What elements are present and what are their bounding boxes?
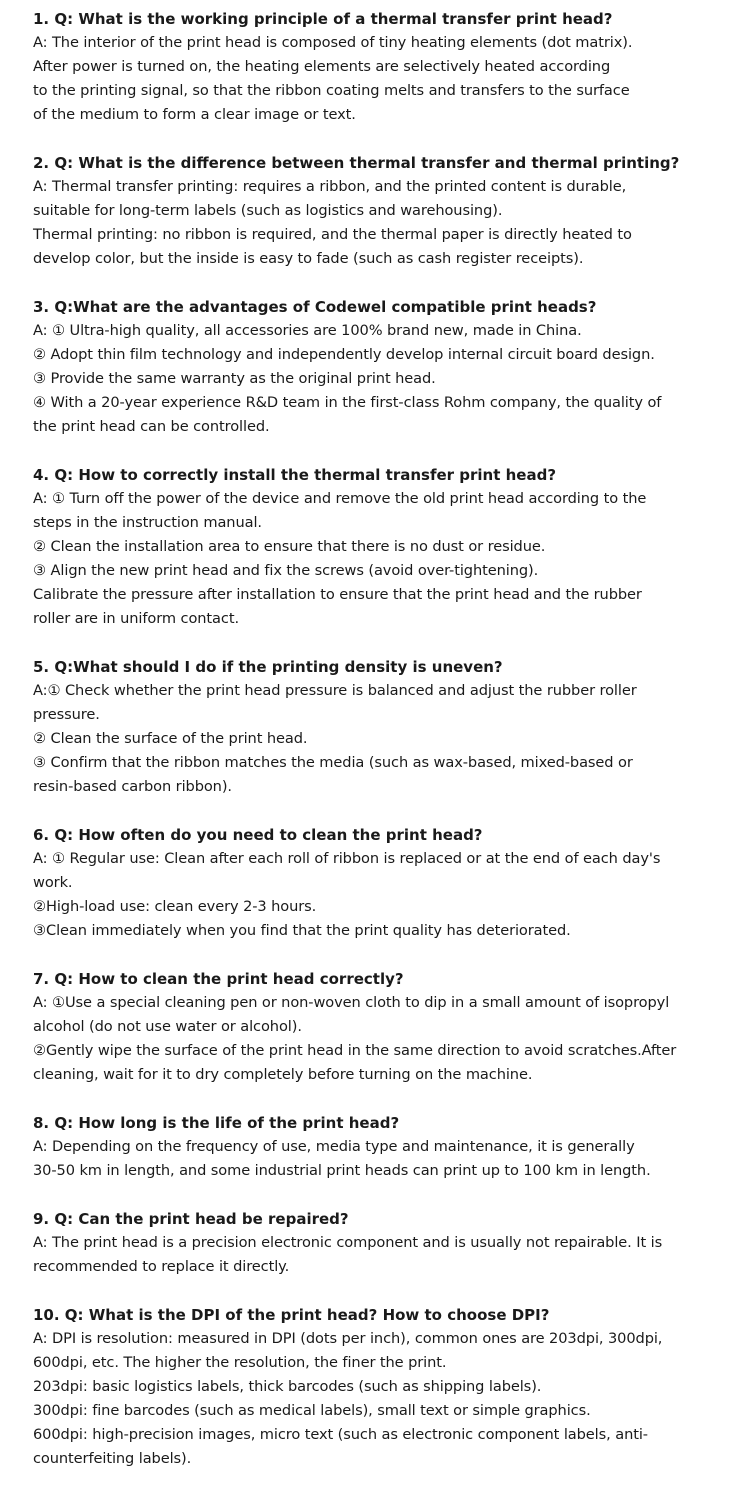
faq-answer-line: suitable for long-term labels (such as logistics and warehousing). xyxy=(33,202,503,219)
faq-answer-line: 600dpi: high-precision images, micro text (such as electronic component labels, anti- xyxy=(33,1426,648,1443)
faq-item-2 xyxy=(33,151,738,271)
faq-question: 2. Q: What is the difference between thermal transfer and thermal printing? xyxy=(33,154,680,172)
faq-item-8 xyxy=(33,1111,738,1183)
faq-answer-line: ③ Align the new print head and fix the screws (avoid over-tightening). xyxy=(33,562,539,579)
faq-answer-line: the print head can be controlled. xyxy=(33,418,270,435)
faq-answer-line: ② Adopt thin film technology and independently develop internal circuit board design. xyxy=(33,346,655,363)
faq-answer-line: 203dpi: basic logistics labels, thick barcodes (such as shipping labels). xyxy=(33,1378,542,1395)
faq-answer-line: ③ Confirm that the ribbon matches the media (such as wax-based, mixed-based or xyxy=(33,754,633,771)
faq-answer-line: A: ① Regular use: Clean after each roll of ribbon is replaced or at the end of each day's xyxy=(33,850,661,867)
faq-item-7 xyxy=(33,967,738,1087)
faq-answer-line: ③ Provide the same warranty as the original print head. xyxy=(33,370,436,387)
faq-question: 10. Q: What is the DPI of the print head? How to choose DPI? xyxy=(33,1306,550,1324)
faq-answer-line: A: The print head is a precision electronic component and is usually not repairable. It is xyxy=(33,1234,663,1251)
faq-item-3 xyxy=(33,295,738,439)
faq-answer-line: Calibrate the pressure after installation to ensure that the print head and the rubber xyxy=(33,586,642,603)
faq-question: 9. Q: Can the print head be repaired? xyxy=(33,1210,349,1228)
faq-answer-line: ②High-load use: clean every 2-3 hours. xyxy=(33,898,317,915)
faq-answer-line: develop color, but the inside is easy to fade (such as cash register receipts). xyxy=(33,250,584,267)
faq-answer-line: ② Clean the installation area to ensure that there is no dust or residue. xyxy=(33,538,546,555)
faq-answer-line: work. xyxy=(33,874,73,891)
faq-answer-line: 300dpi: fine barcodes (such as medical labels), small text or simple graphics. xyxy=(33,1402,591,1419)
faq-question: 8. Q: How long is the life of the print head? xyxy=(33,1114,400,1132)
faq-answer-line: Thermal printing: no ribbon is required, and the thermal paper is directly heated to xyxy=(33,226,632,243)
faq-answer-line: A: ① Turn off the power of the device and remove the old print head according to the xyxy=(33,490,647,507)
faq-answer-line: ②Gently wipe the surface of the print head in the same direction to avoid scratches.After xyxy=(33,1042,677,1059)
faq-answer-line: A: ①Use a special cleaning pen or non-woven cloth to dip in a small amount of isopropyl xyxy=(33,994,670,1011)
faq-question: 7. Q: How to clean the print head correctly? xyxy=(33,970,404,988)
faq-answer-line: to the printing signal, so that the ribbon coating melts and transfers to the surface xyxy=(33,82,630,99)
faq-question: 3. Q:What are the advantages of Codewel compatible print heads? xyxy=(33,298,597,316)
faq-answer-line: After power is turned on, the heating elements are selectively heated according xyxy=(33,58,611,75)
faq-answer-line: roller are in uniform contact. xyxy=(33,610,239,627)
faq-item-1 xyxy=(33,7,738,127)
faq-answer-line: 30-50 km in length, and some industrial print heads can print up to 100 km in length. xyxy=(33,1162,651,1179)
faq-answer-line: ② Clean the surface of the print head. xyxy=(33,730,308,747)
faq-item-6 xyxy=(33,823,738,943)
faq-answer-line: A: Thermal transfer printing: requires a ribbon, and the printed content is durable, xyxy=(33,178,627,195)
faq-answer-line: A: Depending on the frequency of use, media type and maintenance, it is generally xyxy=(33,1138,635,1155)
faq-answer-line: counterfeiting labels). xyxy=(33,1450,192,1467)
faq-question: 1. Q: What is the working principle of a thermal transfer print head? xyxy=(33,10,613,28)
faq-answer-line: ③Clean immediately when you find that the print quality has deteriorated. xyxy=(33,922,571,939)
faq-question: 4. Q: How to correctly install the thermal transfer print head? xyxy=(33,466,557,484)
faq-answer-line: resin-based carbon ribbon). xyxy=(33,778,232,795)
faq-item-5 xyxy=(33,655,738,799)
faq-answer-line: A: The interior of the print head is composed of tiny heating elements (dot matrix). xyxy=(33,34,633,51)
faq-question: 5. Q:What should I do if the printing density is uneven? xyxy=(33,658,503,676)
faq-answer-line: pressure. xyxy=(33,706,100,723)
faq-answer-line: recommended to replace it directly. xyxy=(33,1258,290,1275)
faq-answer-line: steps in the instruction manual. xyxy=(33,514,262,531)
faq-answer-line: ④ With a 20-year experience R&D team in the first-class Rohm company, the quality of xyxy=(33,394,662,411)
faq-item-4 xyxy=(33,463,738,631)
faq-answer-line: cleaning, wait for it to dry completely before turning on the machine. xyxy=(33,1066,533,1083)
faq-answer-line: of the medium to form a clear image or text. xyxy=(33,106,356,123)
faq-answer-line: A: DPI is resolution: measured in DPI (dots per inch), common ones are 203dpi, 300dpi, xyxy=(33,1330,663,1347)
faq-item-10 xyxy=(33,1303,738,1471)
faq-item-9 xyxy=(33,1207,738,1279)
faq-answer-line: A: ① Ultra-high quality, all accessories are 100% brand new, made in China. xyxy=(33,322,582,339)
faq-question: 6. Q: How often do you need to clean the print head? xyxy=(33,826,483,844)
faq-answer-line: A:① Check whether the print head pressure is balanced and adjust the rubber roller xyxy=(33,682,637,699)
faq-answer-line: alcohol (do not use water or alcohol). xyxy=(33,1018,302,1035)
faq-answer-line: 600dpi, etc. The higher the resolution, the finer the print. xyxy=(33,1354,447,1371)
